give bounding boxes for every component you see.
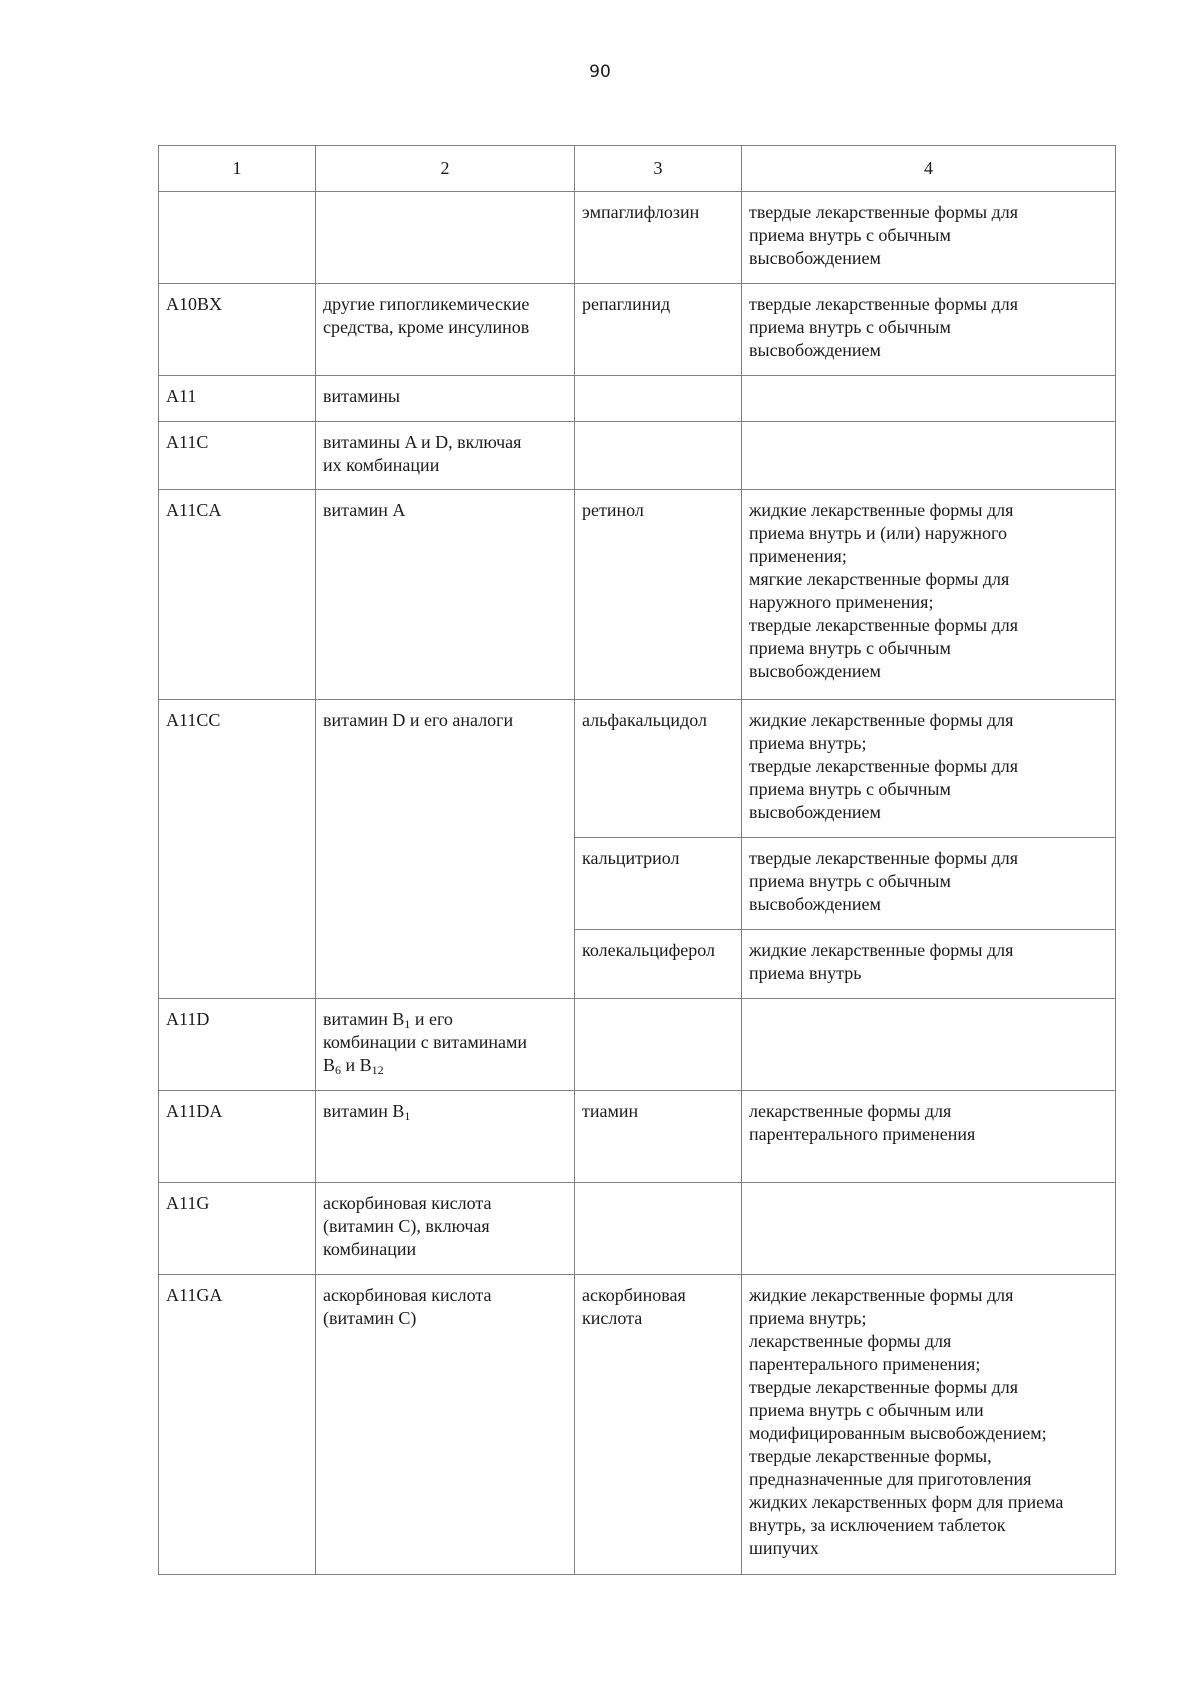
dosage-form-line: приема внутрь с обычным — [749, 317, 951, 337]
text-fragment: витамин B — [323, 1101, 405, 1121]
dosage-form-line: высвобождением — [749, 248, 881, 268]
drug-name-cell — [575, 422, 742, 490]
drug-name-line: аскорбиновая — [582, 1285, 686, 1305]
group-name-cell: витамин A — [316, 490, 575, 700]
drug-name-line: кислота — [582, 1308, 643, 1328]
atc-code-cell: A11C — [159, 422, 316, 490]
group-name-line: средства, кроме инсулинов — [323, 317, 530, 337]
dosage-form-line: приема внутрь; — [749, 1308, 867, 1328]
subscript: 6 — [335, 1063, 342, 1077]
subscript: 1 — [404, 1017, 411, 1031]
dosage-form-cell — [742, 192, 1116, 284]
dosage-form-line: твердые лекарственные формы, — [749, 1446, 992, 1466]
group-name-line: аскорбиновая кислота — [323, 1193, 492, 1213]
dosage-form-cell — [742, 376, 1116, 422]
dosage-form-line: применения; — [749, 546, 847, 566]
dosage-form-line: высвобождением — [749, 661, 881, 681]
dosage-form-line: приема внутрь — [749, 963, 862, 983]
dosage-form-cell — [742, 930, 1116, 999]
dosage-form-line: жидкие лекарственные формы для — [749, 500, 1014, 520]
text-fragment: B — [323, 1055, 336, 1075]
atc-code-cell: A11CA — [159, 490, 316, 700]
group-name-line — [323, 1008, 568, 1031]
drug-name-cell: ретинол — [575, 490, 742, 700]
table-row — [159, 1275, 1116, 1575]
dosage-form-line: твердые лекарственные формы для — [749, 202, 1019, 222]
drug-name-cell: колекальциферол — [575, 930, 742, 999]
dosage-form-line: приема внутрь с обычным — [749, 871, 951, 891]
atc-code-cell: A11CC — [159, 700, 316, 999]
dosage-form-line: предназначенные для приготовления — [749, 1469, 1032, 1489]
group-name-cell — [316, 422, 575, 490]
table-row — [159, 700, 1116, 838]
group-name-line: витамины A и D, включая — [323, 432, 522, 452]
group-name-line: (витамин C) — [323, 1308, 417, 1328]
dosage-form-cell — [742, 999, 1116, 1091]
dosage-form-line: модифицированным высвобождением; — [749, 1423, 1047, 1443]
dosage-form-line: приема внутрь и (или) наружного — [749, 523, 1007, 543]
drug-name-cell: тиамин — [575, 1091, 742, 1183]
drug-name-cell: репаглинид — [575, 284, 742, 376]
group-name-line: комбинации — [323, 1239, 417, 1259]
dosage-form-cell — [742, 1275, 1116, 1575]
table-row — [159, 1183, 1116, 1275]
dosage-form-line: высвобождением — [749, 340, 881, 360]
text-fragment: и его — [410, 1009, 453, 1029]
group-name-cell — [316, 999, 575, 1091]
atc-code-cell — [159, 192, 316, 284]
dosage-form-cell — [742, 1091, 1116, 1183]
dosage-form-line: лекарственные формы для — [749, 1101, 952, 1121]
group-name-cell — [316, 1183, 575, 1275]
drug-name-cell — [575, 999, 742, 1091]
dosage-form-line: приема внутрь с обычным — [749, 779, 951, 799]
atc-code-cell: A11 — [159, 376, 316, 422]
column-header-4: 4 — [742, 146, 1116, 192]
drug-name-cell: альфакальцидол — [575, 700, 742, 838]
dosage-form-cell — [742, 284, 1116, 376]
group-name-cell — [316, 192, 575, 284]
table-row — [159, 490, 1116, 700]
dosage-form-line: парентерального применения — [749, 1124, 976, 1144]
dosage-form-line: твердые лекарственные формы для — [749, 756, 1019, 776]
dosage-form-line: жидкие лекарственные формы для — [749, 940, 1014, 960]
group-name-line: комбинации с витаминами — [323, 1032, 528, 1052]
drug-name-cell: эмпаглифлозин — [575, 192, 742, 284]
group-name-line: аскорбиновая кислота — [323, 1285, 492, 1305]
group-name-cell — [316, 1091, 575, 1183]
atc-code-cell: A11G — [159, 1183, 316, 1275]
column-header-3: 3 — [575, 146, 742, 192]
group-name-cell: витамины — [316, 376, 575, 422]
group-name-line: их комбинации — [323, 455, 440, 475]
group-name-line: (витамин C), включая — [323, 1216, 490, 1236]
atc-code-cell: A10BX — [159, 284, 316, 376]
dosage-form-line: высвобождением — [749, 802, 881, 822]
dosage-form-line: твердые лекарственные формы для — [749, 848, 1019, 868]
subscript: 12 — [371, 1063, 384, 1077]
atc-code-cell: A11D — [159, 999, 316, 1091]
group-name-line: другие гипогликемические — [323, 294, 530, 314]
dosage-form-line: лекарственные формы для — [749, 1331, 952, 1351]
table-row — [159, 284, 1116, 376]
dosage-form-line: жидкие лекарственные формы для — [749, 710, 1014, 730]
atc-code-cell: A11DA — [159, 1091, 316, 1183]
dosage-form-line: приема внутрь с обычным — [749, 638, 951, 658]
text-fragment: и B — [341, 1055, 372, 1075]
table-row — [159, 192, 1116, 284]
drug-name-cell: кальцитриол — [575, 838, 742, 930]
dosage-form-line: внутрь, за исключением таблеток — [749, 1515, 1006, 1535]
dosage-form-line: твердые лекарственные формы для — [749, 294, 1019, 314]
dosage-form-line: парентерального применения; — [749, 1354, 981, 1374]
dosage-form-line: шипучих — [749, 1538, 819, 1558]
dosage-form-cell — [742, 490, 1116, 700]
column-header-2: 2 — [316, 146, 575, 192]
dosage-form-line: приема внутрь с обычным — [749, 225, 951, 245]
dosage-form-cell — [742, 700, 1116, 838]
dosage-form-line: твердые лекарственные формы для — [749, 1377, 1019, 1397]
dosage-form-line: наружного применения; — [749, 592, 934, 612]
column-header-1: 1 — [159, 146, 316, 192]
subscript: 1 — [404, 1109, 411, 1123]
text-fragment: витамин B — [323, 1009, 405, 1029]
dosage-form-line: жидких лекарственных форм для приема — [749, 1492, 1064, 1512]
group-name-cell — [316, 284, 575, 376]
group-name-cell: витамин D и его аналоги — [316, 700, 575, 999]
group-name-line — [323, 1054, 568, 1077]
drug-name-cell — [575, 1275, 742, 1575]
dosage-form-line: твердые лекарственные формы для — [749, 615, 1019, 635]
page-number: 90 — [589, 62, 611, 82]
dosage-form-line: приема внутрь с обычным или — [749, 1400, 984, 1420]
group-name-cell — [316, 1275, 575, 1575]
dosage-form-line: жидкие лекарственные формы для — [749, 1285, 1014, 1305]
table-row — [159, 999, 1116, 1091]
table-row — [159, 422, 1116, 490]
dosage-form-line: мягкие лекарственные формы для — [749, 569, 1010, 589]
drug-list-table — [158, 145, 1116, 1575]
table-row — [159, 1091, 1116, 1183]
dosage-form-line: высвобождением — [749, 894, 881, 914]
header-row — [159, 146, 1116, 192]
dosage-form-cell — [742, 1183, 1116, 1275]
dosage-form-cell — [742, 838, 1116, 930]
drug-name-cell — [575, 1183, 742, 1275]
drug-name-cell — [575, 376, 742, 422]
dosage-form-cell — [742, 422, 1116, 490]
dosage-form-line: приема внутрь; — [749, 733, 867, 753]
atc-code-cell: A11GA — [159, 1275, 316, 1575]
table-row — [159, 376, 1116, 422]
